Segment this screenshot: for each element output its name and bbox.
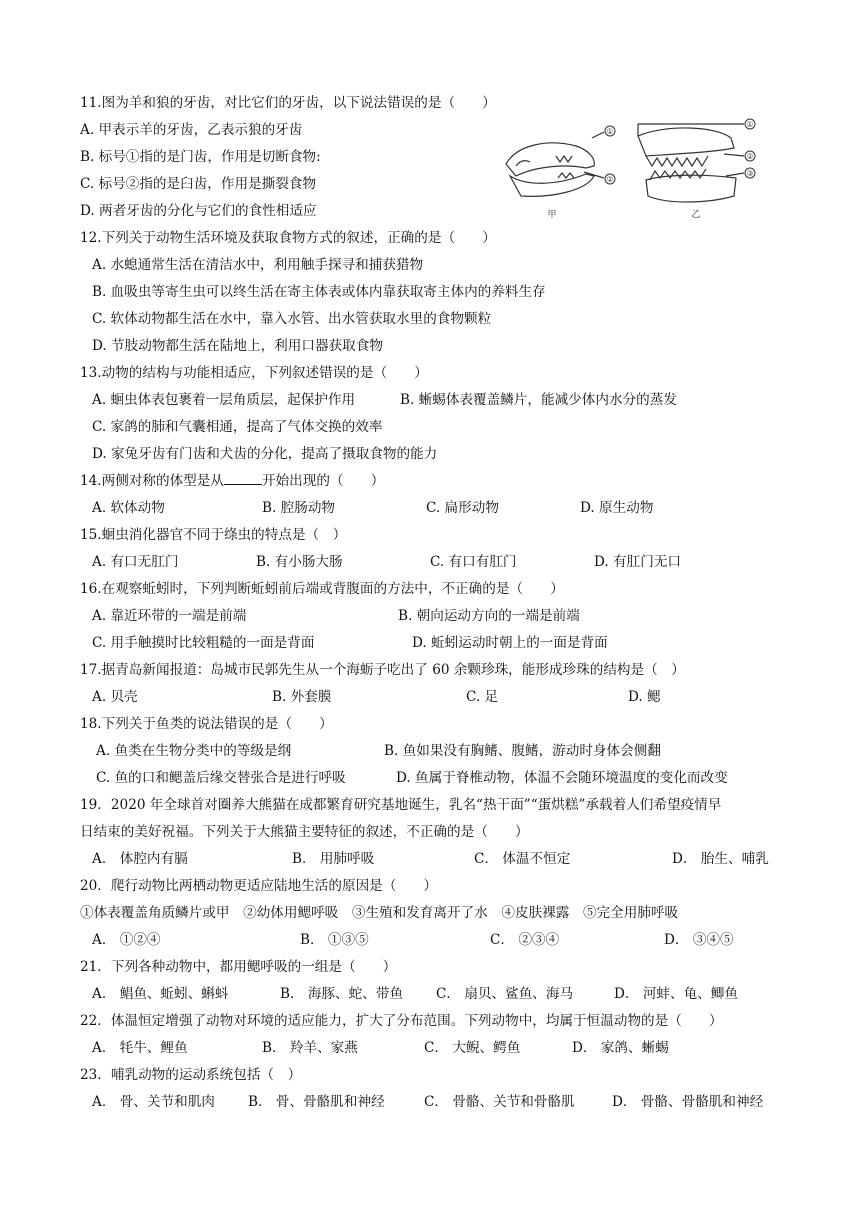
- q19-option-a: A． 体腔内有膈: [92, 851, 188, 867]
- sheep-marker-1-label: ①: [606, 127, 614, 136]
- q12-option-a: A. 水螅通常生活在清洁水中，利用触手探寻和捕获猎物: [92, 257, 424, 273]
- q21-option-d: D． 河蚌、龟、鲫鱼: [614, 986, 738, 1002]
- q22-stem: 22．体温恒定增强了动物对环境的适应能力，扩大了分布范围。下列动物中，均属于恒温动物的是（ ）: [80, 1013, 723, 1029]
- q20-option-c: C． ②③④: [490, 932, 560, 948]
- q16-option-b: B. 朝向运动方向的一端是前端: [398, 608, 580, 624]
- q19-option-d: D． 胎生、哺乳: [672, 851, 769, 867]
- teeth-figure: [496, 116, 798, 224]
- wolf-marker-2-label: ②: [746, 152, 754, 161]
- sheep-jaw-drawing: [506, 132, 604, 196]
- q23-option-d: D． 骨骼、骨骼肌和神经: [612, 1094, 764, 1110]
- q20-option-d: D． ③④⑤: [664, 932, 734, 948]
- q12-option-b: B. 血吸虫等寄生虫可以终生活在寄主体表或体内靠获取寄主体内的养料生存: [92, 284, 546, 300]
- panel-label-jia: 甲: [547, 210, 557, 220]
- q18-option-a: A. 鱼类在生物分类中的等级是纲: [96, 743, 292, 759]
- wolf-marker-1-label: ①: [746, 120, 754, 129]
- q21-stem: 21．下列各种动物中，都用鳃呼吸的一组是（ ）: [80, 959, 397, 975]
- q20-option-b: B． ①③⑤: [300, 932, 369, 948]
- q12-stem: 12.下列关于动物生活环境及获取食物方式的叙述，正确的是（ ）: [80, 230, 496, 246]
- q19-option-b: B． 用肺呼吸: [292, 851, 375, 867]
- teeth-diagram: [496, 116, 798, 224]
- q11-option-b: B. 标号①指的是门齿，作用是切断食物:: [80, 149, 321, 165]
- q18-option-c: C. 鱼的口和鳃盖后缘交替张合是进行呼吸: [96, 770, 346, 786]
- q13-option-b: B. 蜥蜴体表覆盖鳞片，能减少体内水分的蒸发: [400, 392, 677, 408]
- q12-option-c: C. 软体动物都生活在水中，靠入水管、出水管获取水里的食物颗粒: [92, 311, 492, 327]
- q11-stem: 11.图为羊和狼的牙齿，对比它们的牙齿，以下说法错误的是（ ）: [80, 95, 496, 111]
- q12-option-d: D. 节肢动物都生活在陆地上，利用口器获取食物: [92, 338, 383, 354]
- q19-stem-line-1: 19．2020 年全球首对圈养大熊猫在成都繁育研究基地诞生，乳名“热干面”“蛋烘糕”承载着人们希望疫情早: [80, 797, 722, 813]
- q22-option-c: C． 大鲵、鳄鱼: [424, 1040, 521, 1056]
- q17-stem: 17.据青岛新闻报道：岛城市民郭先生从一个海蛎子吃出了 60 余颗珍珠，能形成珍珠的结构是（ ）: [80, 662, 685, 678]
- q21-option-c: C． 扇贝、鲨鱼、海马: [436, 986, 574, 1002]
- q19-stem-line-2: 日结束的美好祝福。下列关于大熊猫主要特征的叙述，不正确的是（ ）: [80, 824, 529, 840]
- q13-stem: 13.动物的结构与功能相适应，下列叙述错误的是（ ）: [80, 365, 428, 381]
- q19-option-c: C． 体温不恒定: [474, 851, 571, 867]
- wolf-marker-3-label: ③: [746, 169, 754, 178]
- q14-stem-b: 开始出现的（ ）: [261, 473, 385, 489]
- q11-option-a: A. 甲表示羊的牙齿，乙表示狼的牙齿: [80, 122, 303, 138]
- q20-stem: 20．爬行动物比两栖动物更适应陆地生活的原因是（ ）: [80, 878, 438, 894]
- q20-statements: ①体表覆盖角质鳞片或甲 ②幼体用鳃呼吸 ③生殖和发育离开了水 ④皮肤裸露 ⑤完全用肺呼吸: [80, 905, 679, 921]
- q18-stem: 18.下列关于鱼类的说法错误的是（ ）: [80, 716, 333, 732]
- sheep-marker-2-label: ②: [606, 175, 614, 184]
- q17-option-a: A. 贝壳: [92, 689, 138, 705]
- q14-stem-a: 14.两侧对称的体型是从: [80, 473, 224, 489]
- q15-option-a: A. 有口无肛门: [92, 554, 179, 570]
- q15-stem: 15.蛔虫消化器官不同于绦虫的特点是（ ）: [80, 527, 347, 543]
- q18-option-d: D. 鱼属于脊椎动物，体温不会随环境温度的变化而改变: [396, 770, 728, 786]
- q13-option-d: D. 家兔牙齿有门齿和犬齿的分化，提高了摄取食物的能力: [92, 446, 438, 462]
- q17-option-c: C. 足: [466, 689, 499, 705]
- q16-option-c: C. 用手触摸时比较粗糙的一面是背面: [92, 635, 315, 651]
- q14-option-d: D. 原生动物: [580, 500, 654, 516]
- q13-option-c: C. 家鸽的肺和气囊相通，提高了气体交换的效率: [92, 419, 383, 435]
- wolf-jaw-drawing: [638, 124, 744, 202]
- q18-option-b: B. 鱼如果没有胸鳍、腹鳍，游动时身体会侧翻: [384, 743, 661, 759]
- q23-option-c: C． 骨骼、关节和骨骼肌: [424, 1094, 575, 1110]
- q16-option-a: A. 靠近环带的一端是前端: [92, 608, 247, 624]
- q14-option-c: C. 扁形动物: [426, 500, 499, 516]
- q13-option-a: A. 蛔虫体表包裹着一层角质层，起保护作用: [92, 392, 356, 408]
- q21-option-b: B． 海豚、蛇、带鱼: [280, 986, 404, 1002]
- q20-option-a: A． ①②④: [92, 932, 161, 948]
- q23-option-b: B． 骨、骨骼肌和神经: [248, 1094, 385, 1110]
- q23-stem: 23．哺乳动物的运动系统包括（ ）: [80, 1067, 302, 1083]
- q15-option-c: C. 有口有肛门: [430, 554, 517, 570]
- q17-option-b: B. 外套膜: [272, 689, 332, 705]
- q15-option-b: B. 有小肠大肠: [256, 554, 343, 570]
- q14-stem: [80, 472, 384, 490]
- q14-option-a: A. 软体动物: [92, 500, 165, 516]
- q21-option-a: A． 鲳鱼、蚯蚓、蝌蚪: [92, 986, 229, 1002]
- q16-option-d: D. 蚯蚓运动时朝上的一面是背面: [412, 635, 608, 651]
- q11-option-c: C. 标号②指的是臼齿，作用是撕裂食物: [80, 176, 317, 192]
- q22-option-d: D． 家鸽、蜥蜴: [572, 1040, 669, 1056]
- q23-option-a: A． 骨、关节和肌肉: [92, 1094, 215, 1110]
- q22-option-a: A． 牦牛、鲤鱼: [92, 1040, 188, 1056]
- q14-blank: [224, 472, 262, 485]
- q17-option-d: D. 鳃: [628, 689, 661, 705]
- q16-stem: 16.在观察蚯蚓时，下列判断蚯蚓前后端或背腹面的方法中，不正确的是（ ）: [80, 581, 564, 597]
- q15-option-d: D. 有肛门无口: [594, 554, 682, 570]
- q22-option-b: B． 羚羊、家燕: [262, 1040, 358, 1056]
- panel-label-yi: 乙: [691, 210, 701, 220]
- q11-option-d: D. 两者牙齿的分化与它们的食性相适应: [80, 203, 317, 219]
- q14-option-b: B. 腔肠动物: [262, 500, 336, 516]
